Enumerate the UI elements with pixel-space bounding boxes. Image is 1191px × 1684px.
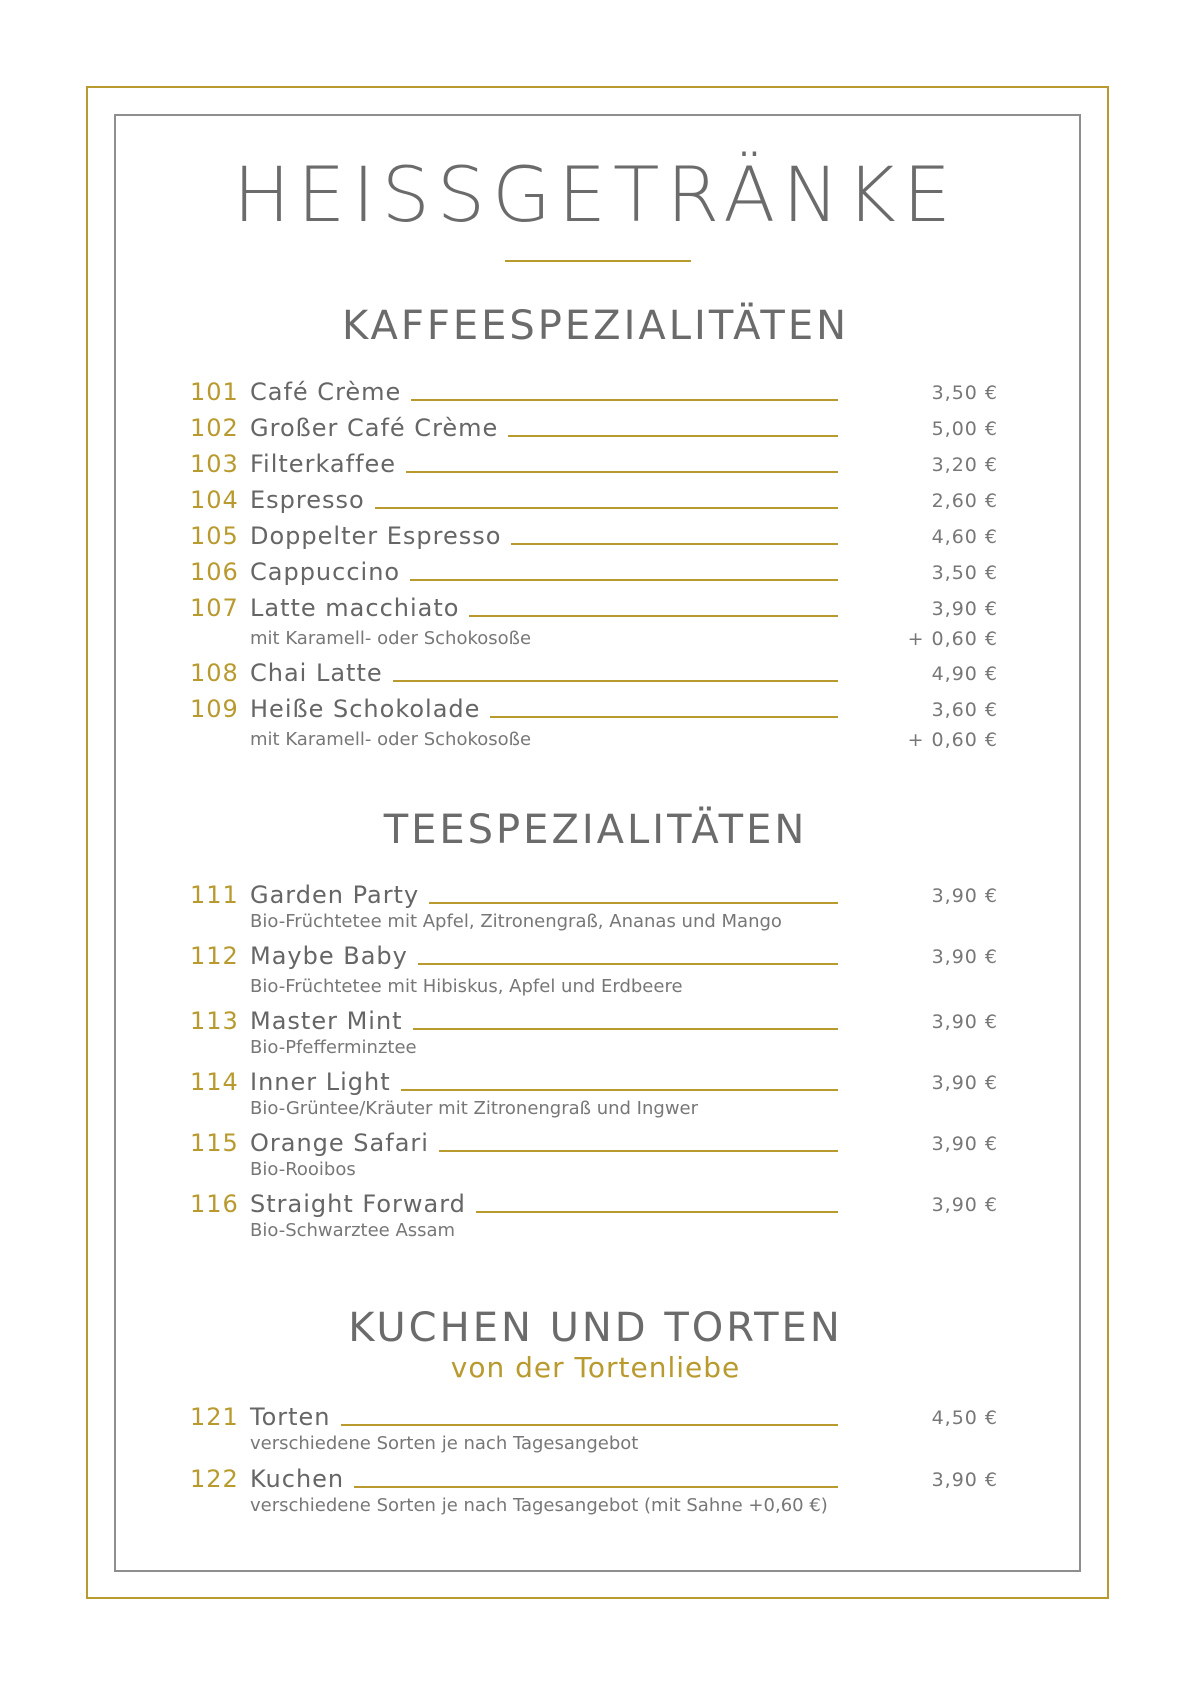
page-title: HEISSGETRÄNKE [233, 150, 958, 239]
menu-item-101 [190, 377, 998, 407]
item-name: Heiße Schokolade [250, 694, 490, 724]
item-number: 109 [190, 695, 239, 723]
item-price: 3,60 € [931, 699, 998, 721]
item-name: Inner Light [250, 1067, 401, 1097]
item-number: 115 [190, 1129, 239, 1157]
item-name: Torten [250, 1402, 341, 1432]
menu-item-103 [190, 449, 998, 479]
item-price: 3,90 € [931, 598, 998, 620]
item-addon: mit Karamell- oder Schokosoße [250, 729, 532, 750]
section-heading-tea: TEESPEZIALITÄTEN [383, 807, 808, 853]
menu-item-108 [190, 658, 998, 688]
menu-item-111 [190, 880, 998, 910]
item-number: 107 [190, 594, 239, 622]
item-number: 121 [190, 1403, 239, 1431]
menu-item-112 [190, 941, 998, 971]
menu-item-104 [190, 485, 998, 515]
item-addon-price: + 0,60 € [907, 729, 998, 751]
item-name: Master Mint [250, 1006, 413, 1036]
item-price: 3,90 € [931, 885, 998, 907]
item-number: 113 [190, 1007, 239, 1035]
item-number: 112 [190, 942, 239, 970]
item-price: 4,60 € [931, 526, 998, 548]
menu-item-109 [190, 694, 998, 724]
item-name: Orange Safari [250, 1128, 439, 1158]
item-description: Bio-Pfefferminztee [250, 1037, 417, 1058]
item-name: Garden Party [250, 880, 429, 910]
item-price: 3,20 € [931, 454, 998, 476]
item-price: 3,90 € [931, 1133, 998, 1155]
menu-item-115 [190, 1128, 998, 1158]
menu-item-116 [190, 1189, 998, 1219]
menu-item-106 [190, 557, 998, 587]
item-description: verschiedene Sorten je nach Tagesangebot [250, 1433, 639, 1454]
item-number: 101 [190, 378, 239, 406]
item-addon: mit Karamell- oder Schokosoße [250, 628, 532, 649]
item-description: Bio-Grüntee/Kräuter mit Zitronengraß und Ingwer [250, 1098, 699, 1119]
item-number: 108 [190, 659, 239, 687]
item-number: 111 [190, 881, 239, 909]
item-price: 5,00 € [931, 418, 998, 440]
menu-item-102 [190, 413, 998, 443]
item-price: 3,90 € [931, 1194, 998, 1216]
menu-item-105 [190, 521, 998, 551]
item-name: Filterkaffee [250, 449, 406, 479]
item-number: 104 [190, 486, 239, 514]
item-price: 3,90 € [931, 1469, 998, 1491]
item-number: 122 [190, 1465, 239, 1493]
item-name: Maybe Baby [250, 941, 418, 971]
item-price: 3,50 € [931, 382, 998, 404]
item-description: Bio-Früchtetee mit Apfel, Zitronengraß, Ananas und Mango [250, 911, 782, 932]
item-addon-price: + 0,60 € [907, 628, 998, 650]
item-number: 116 [190, 1190, 239, 1218]
section-subheading-cakes: von der Tortenliebe [450, 1351, 741, 1384]
item-name: Straight Forward [250, 1189, 476, 1219]
item-description: Bio-Schwarztee Assam [250, 1220, 456, 1241]
item-price: 3,90 € [931, 1072, 998, 1094]
item-name: Doppelter Espresso [250, 521, 511, 551]
item-description: verschiedene Sorten je nach Tagesangebot (mit Sahne +0,60 €) [250, 1495, 828, 1516]
section-heading-cakes: KUCHEN UND TORTEN [348, 1305, 843, 1351]
item-price: 4,90 € [931, 663, 998, 685]
item-name: Cappuccino [250, 557, 410, 587]
item-name: Chai Latte [250, 658, 393, 688]
item-name: Kuchen [250, 1464, 354, 1494]
item-description: Bio-Rooibos [250, 1159, 356, 1180]
title-divider [505, 260, 691, 262]
item-number: 103 [190, 450, 239, 478]
item-price: 3,90 € [931, 946, 998, 968]
item-number: 102 [190, 414, 239, 442]
item-price: 2,60 € [931, 490, 998, 512]
menu-item-121 [190, 1402, 998, 1432]
item-number: 105 [190, 522, 239, 550]
item-name: Großer Café Crème [250, 413, 508, 443]
item-name: Café Crème [250, 377, 411, 407]
item-name: Espresso [250, 485, 375, 515]
section-heading-coffee: KAFFEESPEZIALITÄTEN [341, 303, 850, 349]
menu-item-114 [190, 1067, 998, 1097]
menu-item-113 [190, 1006, 998, 1036]
item-number: 114 [190, 1068, 239, 1096]
item-price: 3,90 € [931, 1011, 998, 1033]
menu-item-107 [190, 593, 998, 623]
item-number: 106 [190, 558, 239, 586]
item-price: 4,50 € [931, 1407, 998, 1429]
menu-item-122 [190, 1464, 998, 1494]
item-name: Latte macchiato [250, 593, 469, 623]
item-description: Bio-Früchtetee mit Hibiskus, Apfel und Erdbeere [250, 976, 683, 997]
item-price: 3,50 € [931, 562, 998, 584]
